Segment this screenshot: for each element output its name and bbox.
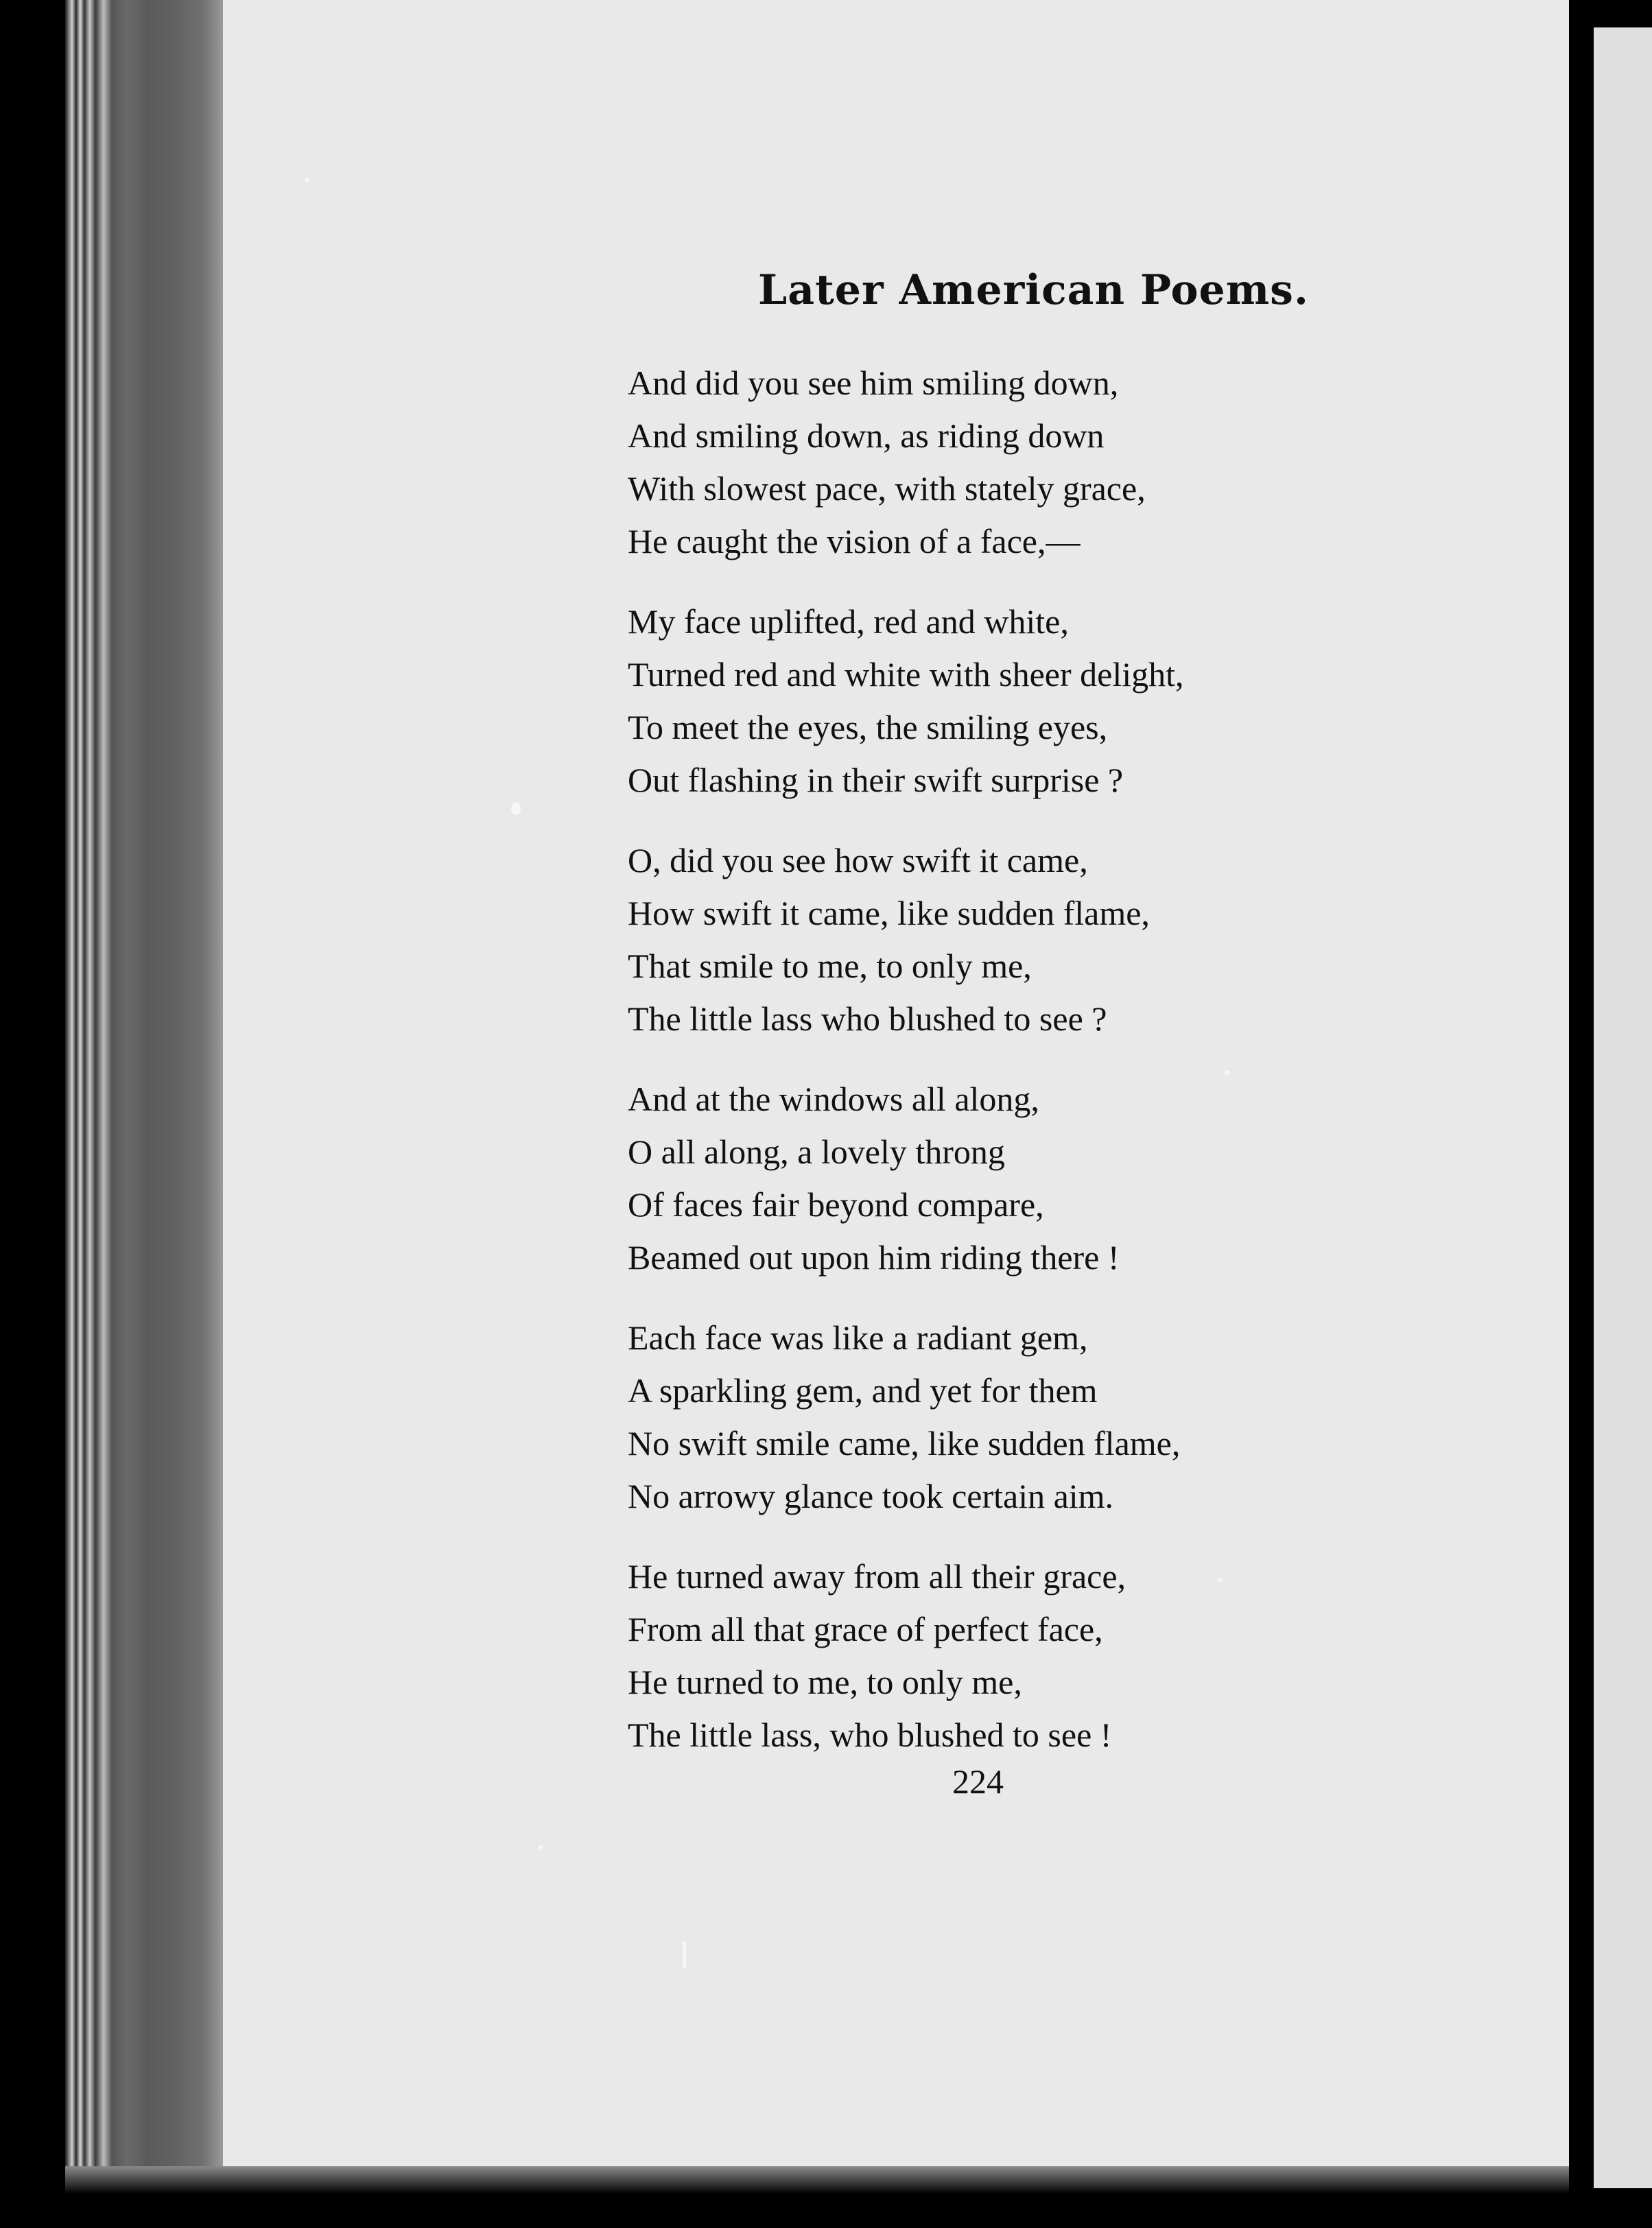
stanza xyxy=(628,1312,1314,1523)
facing-page-edge xyxy=(1594,27,1652,2188)
poem-line: With slowest pace, with stately grace, xyxy=(628,469,1146,508)
paper-speck xyxy=(683,1941,686,1969)
poem-line: How swift it came, like sudden flame, xyxy=(628,894,1150,932)
poem-line: A sparkling gem, and yet for them xyxy=(628,1371,1098,1410)
poem-line: My face uplifted, red and white, xyxy=(628,602,1069,641)
poem-line: Turned red and white with sheer delight, xyxy=(628,655,1184,694)
poem-line: No arrowy glance took certain aim. xyxy=(628,1477,1114,1515)
poem-line: Out flashing in their swift surprise ? xyxy=(628,761,1124,799)
poem-line: And smiling down, as riding down xyxy=(628,416,1105,455)
poem-line: The little lass who blushed to see ? xyxy=(628,999,1107,1038)
poem-line: No swift smile came, like sudden flame, xyxy=(628,1424,1181,1462)
poem-line: That smile to me, to only me, xyxy=(628,947,1032,985)
stanza xyxy=(628,834,1314,1045)
paper-speck xyxy=(305,178,309,182)
poem-line: He turned away from all their grace, xyxy=(628,1557,1126,1596)
poem-line: He caught the vision of a face,— xyxy=(628,522,1081,560)
poem-line: O all along, a lovely throng xyxy=(628,1133,1005,1171)
paper-speck xyxy=(539,1845,543,1849)
poem-body xyxy=(628,357,1314,1789)
poem-line: The little lass, who blushed to see ! xyxy=(628,1716,1112,1754)
poem-line: Of faces fair beyond compare, xyxy=(628,1185,1044,1224)
gutter xyxy=(1569,0,1594,2195)
stanza xyxy=(628,595,1314,807)
page-bottom-edge xyxy=(65,2166,1569,2194)
poem-line: He turned to me, to only me, xyxy=(628,1663,1022,1701)
page-number: 224 xyxy=(952,1762,1004,1801)
running-head: Later American Poems. xyxy=(758,266,1309,314)
paper-speck xyxy=(511,803,521,815)
poem-line: To meet the eyes, the smiling eyes, xyxy=(628,708,1108,746)
poem-line: And at the windows all along, xyxy=(628,1080,1039,1118)
poem-line: Beamed out upon him riding there ! xyxy=(628,1238,1120,1277)
poem-line: Each face was like a radiant gem, xyxy=(628,1318,1088,1357)
stanza xyxy=(628,357,1314,568)
book-page-edges xyxy=(65,0,223,2188)
poem-line: O, did you see how swift it came, xyxy=(628,841,1088,879)
stanza xyxy=(628,1073,1314,1284)
poem-line: And did you see him smiling down, xyxy=(628,364,1119,402)
poem-line: From all that grace of perfect face, xyxy=(628,1610,1103,1648)
stanza xyxy=(628,1550,1314,1762)
